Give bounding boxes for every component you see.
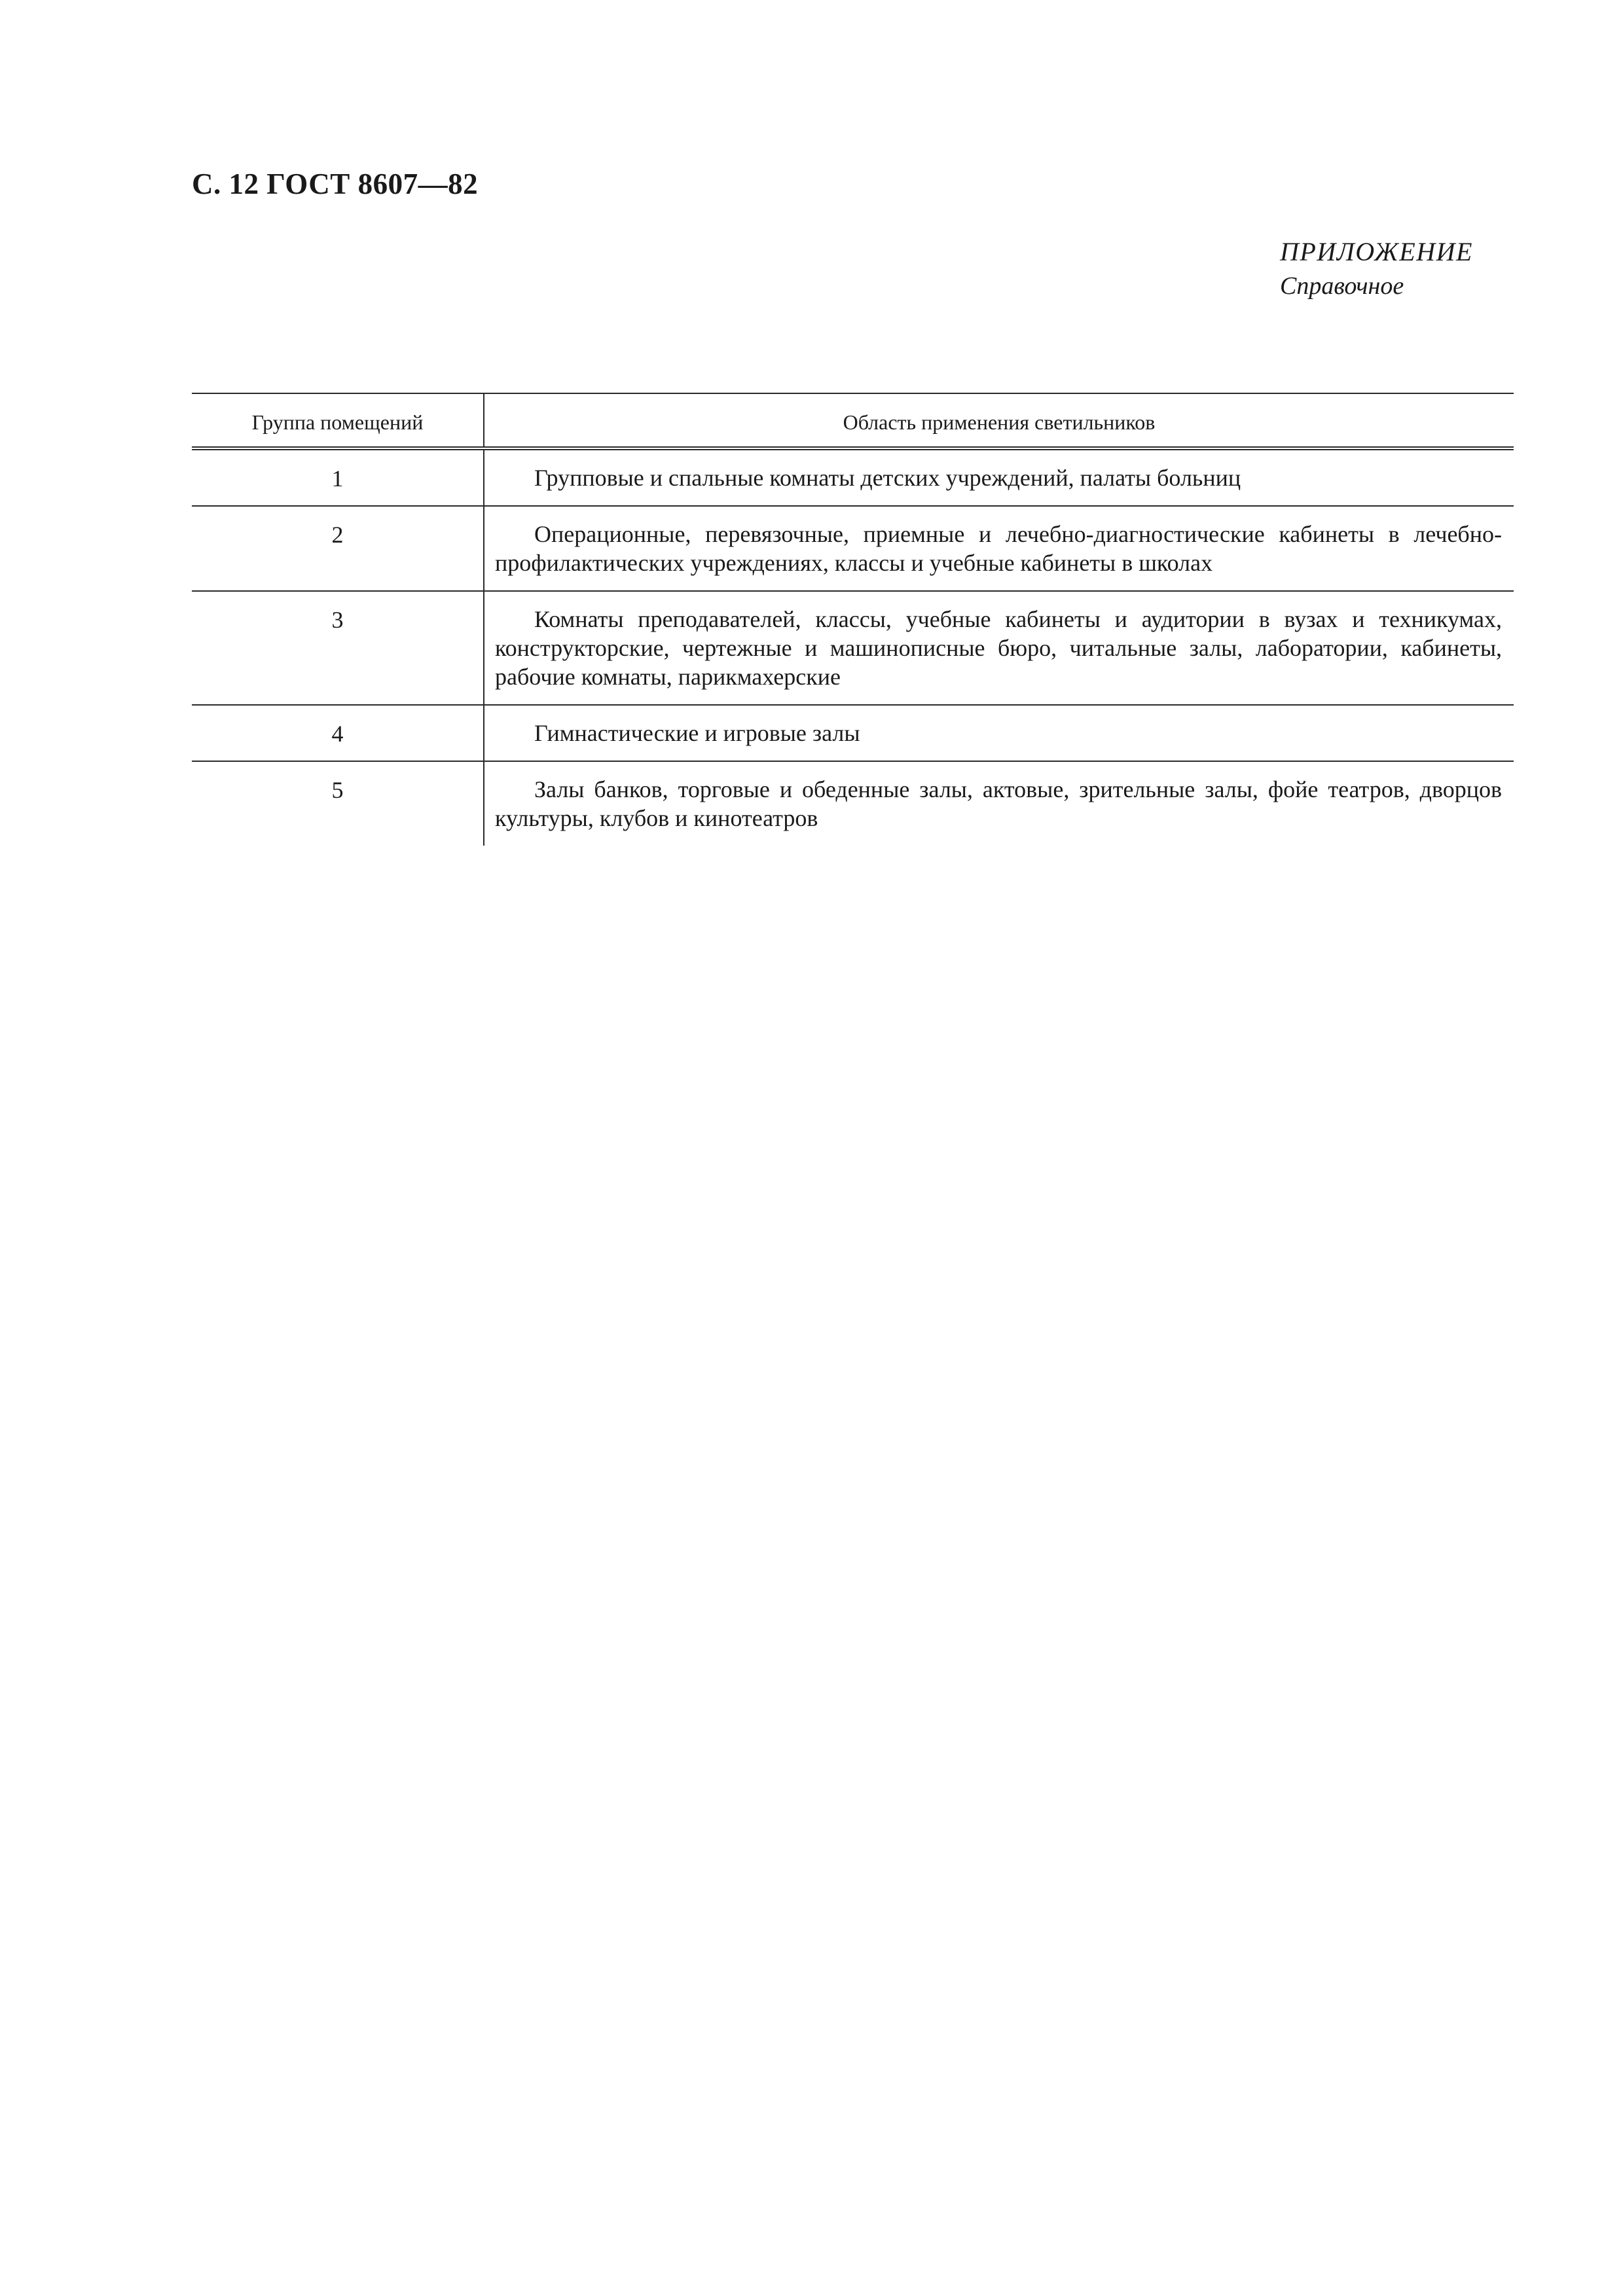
application-cell: Комнаты преподавателей, классы, учебные кабинеты и аудитории в вузах и техникумах, конструкторские, чертежные и машинописные бюро, читальные залы, лаборатории, кабинеты, рабочие комнаты, парикмахерские [483, 592, 1514, 704]
table-row [192, 592, 1514, 706]
room-groups-table [192, 393, 1514, 846]
application-cell: Операционные, перевязочные, приемные и лечебно-диагностические кабинеты в лечебно-профилактических учреждениях, классы и учебные кабинеты в школах [483, 507, 1514, 590]
column-header-application: Область применения светильников [483, 394, 1514, 446]
table-row [192, 507, 1514, 592]
group-number-cell: 2 [331, 522, 344, 548]
group-number-cell: 4 [331, 721, 344, 747]
table-header [192, 394, 1514, 450]
group-number-cell: 3 [331, 607, 344, 633]
group-number-cell: 1 [331, 465, 344, 492]
table-row [192, 706, 1514, 762]
application-cell: Залы банков, торговые и обеденные залы, актовые, зрительные залы, фойе театров, дворцов культуры, клубов и кинотеатров [483, 762, 1514, 846]
page-header: С. 12 ГОСТ 8607—82 [192, 168, 479, 200]
annex-title: ПРИЛОЖЕНИЕ [1280, 237, 1473, 266]
application-cell: Групповые и спальные комнаты детских учреждений, палаты больниц [483, 450, 1514, 505]
annex-subtitle: Справочное [1280, 272, 1404, 300]
column-header-group: Группа помещений [251, 410, 424, 434]
table-row [192, 450, 1514, 507]
group-number-cell: 5 [331, 777, 344, 803]
table-row [192, 762, 1514, 846]
annex-block [1280, 234, 1473, 304]
application-cell: Гимнастические и игровые залы [483, 706, 1514, 761]
